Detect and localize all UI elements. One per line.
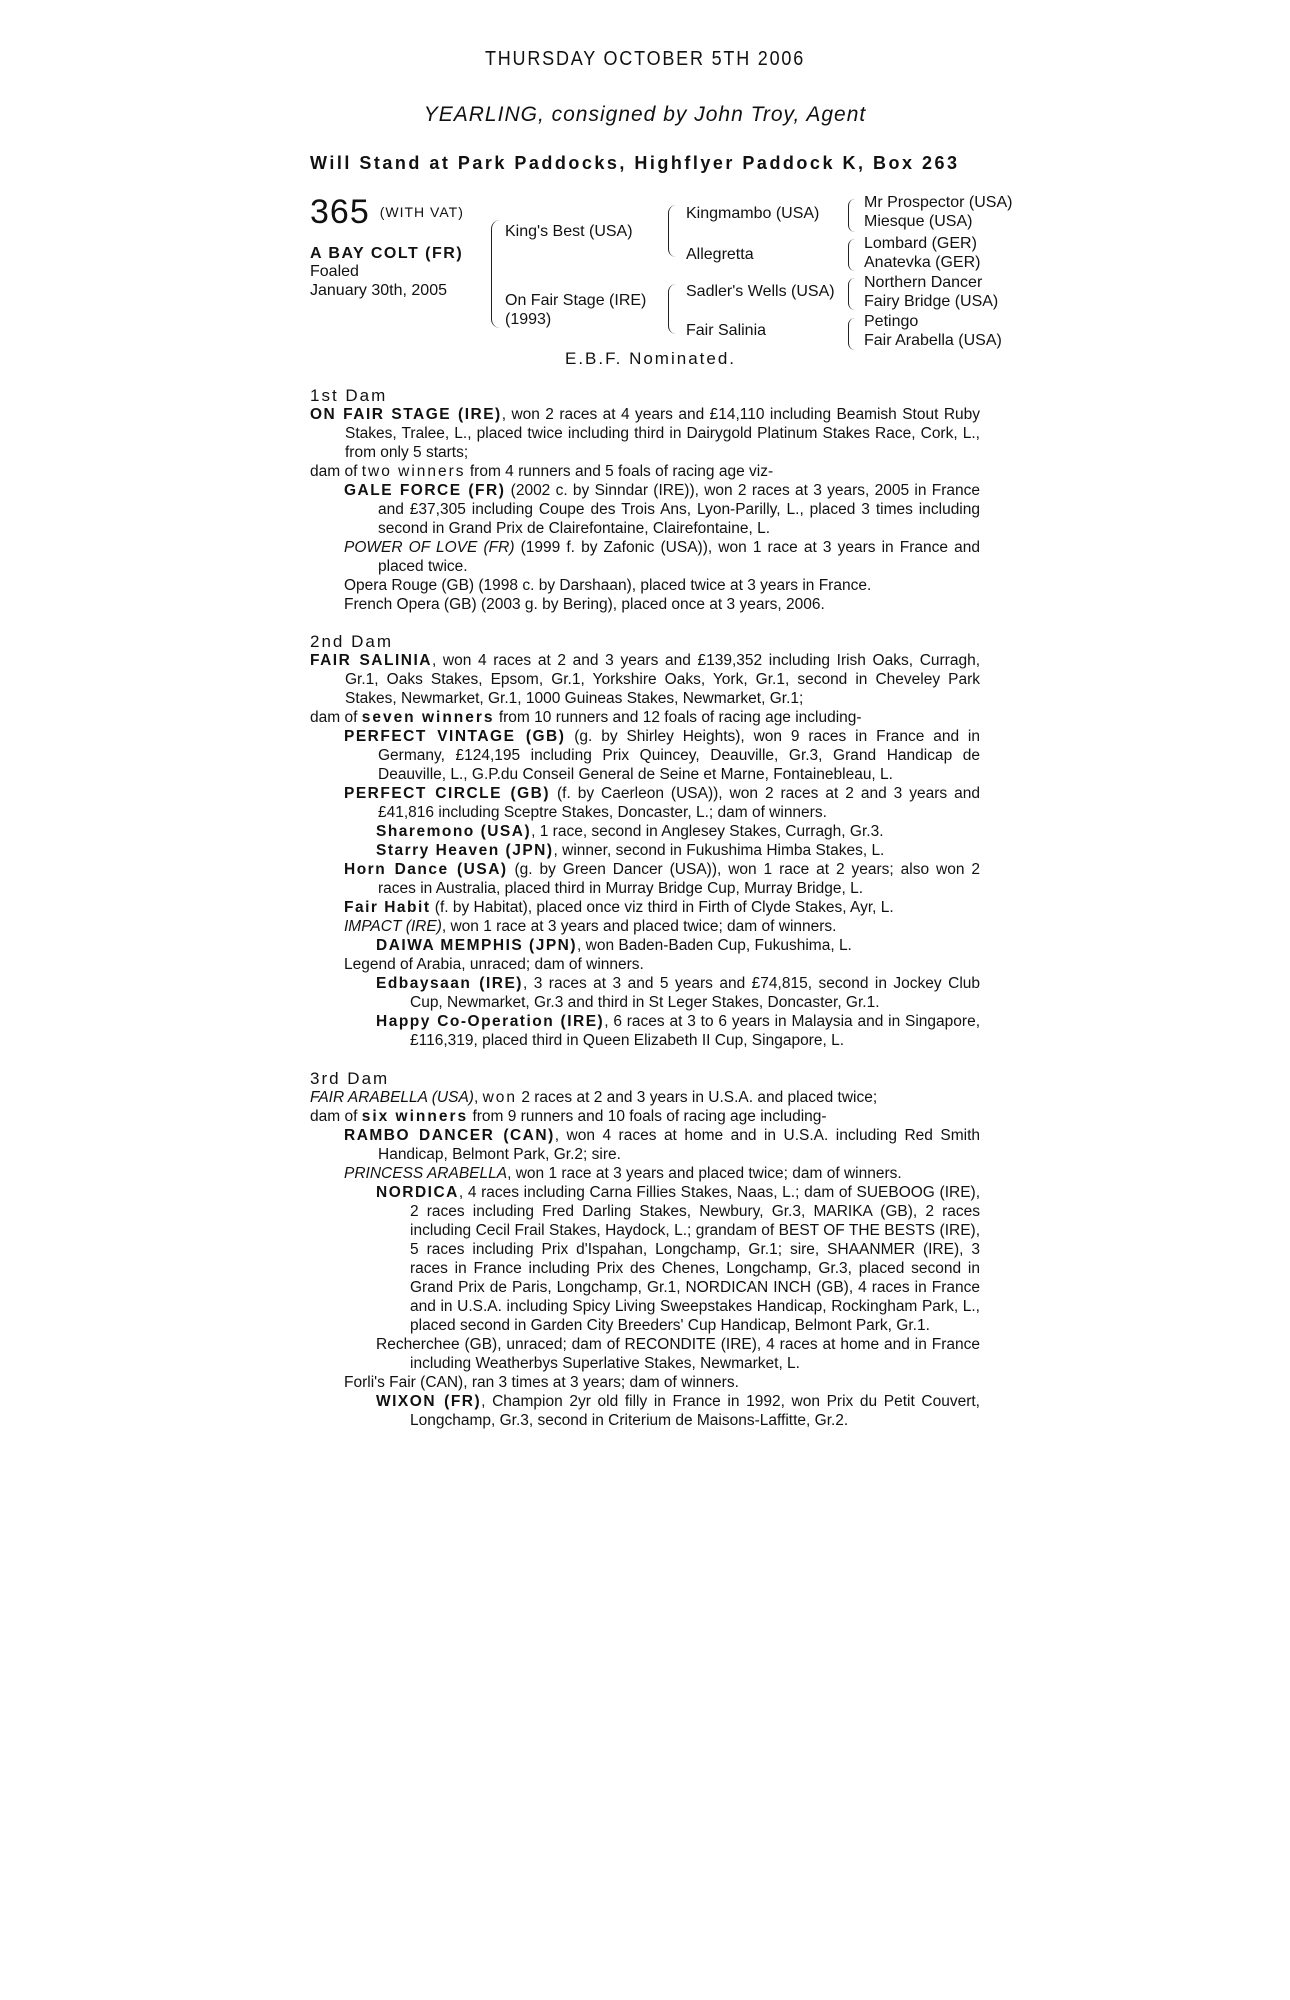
second-dam-p6: Starry Heaven (JPN), winner, second in Fukushima Himba Stakes, L. [376, 842, 885, 859]
third-dam-body [310, 1088, 980, 1430]
consignor-line: YEARLING, consigned by John Troy, Agent [423, 103, 867, 126]
third-dam-p8: WIXON (FR), Champion 2yr old filly in France in 1992, won Prix du Petit Couvert, Longchamp, Gr.3, second in Criterium de Maisons-Laffitte, Gr.2. [376, 1393, 980, 1429]
pedigree-dds: Petingo [864, 313, 919, 330]
vat-note: (WITH VAT) [379, 204, 464, 220]
lot-description: A BAY COLT (FR) [310, 245, 464, 262]
third-dam-heading: 3rd Dam [310, 1069, 390, 1088]
pedigree-sss: Mr Prospector (USA) [864, 194, 1013, 211]
first-dam-body [310, 405, 980, 614]
pedigree-brace-dam [668, 284, 676, 334]
second-dam-p5: Sharemono (USA), 1 race, second in Anglesey Stakes, Curragh, Gr.3. [376, 823, 884, 840]
ebf-nominated: E.B.F. Nominated. [565, 349, 737, 368]
pedigree-sire: King's Best (USA) [505, 223, 633, 240]
first-dam-p6: French Opera (GB) (2003 g. by Bering), placed once at 3 years, 2006. [344, 596, 825, 613]
third-dam-p1: FAIR ARABELLA (USA), won 2 races at 2 and 3 years in U.S.A. and placed twice; [310, 1089, 878, 1106]
pedigree-sd: Allegretta [686, 246, 754, 263]
third-dam-p7: Forli's Fair (CAN), ran 3 times at 3 years; dam of winners. [344, 1374, 739, 1391]
pedigree-brace-ds [848, 278, 855, 310]
first-dam-p1: ON FAIR STAGE (IRE), won 2 races at 4 years and £14,110 including Beamish Stout Ruby Stakes, Tralee, L., placed twice including third in Dairygold Platinum Stakes Race, Cork, L., from only 5 starts; [310, 406, 980, 461]
pedigree-ss: Kingmambo (USA) [686, 205, 820, 222]
pedigree-sdd: Anatevka (GER) [864, 254, 981, 271]
pedigree-brace-main [491, 220, 500, 328]
lot-number-value: 365 [310, 193, 370, 231]
first-dam-heading: 1st Dam [310, 386, 388, 405]
pedigree-brace-sd [848, 239, 855, 271]
pedigree-brace-dd [848, 318, 855, 350]
third-dam-p4: PRINCESS ARABELLA, won 1 race at 3 years and placed twice; dam of winners. [344, 1165, 902, 1182]
pedigree-ds: Sadler's Wells (USA) [686, 283, 835, 300]
pedigree-dam: On Fair Stage (IRE) [505, 292, 647, 309]
second-dam-heading: 2nd Dam [310, 632, 393, 651]
foaled-date: January 30th, 2005 [310, 282, 447, 299]
stand-location: Will Stand at Park Paddocks, Highflyer Paddock K, Box 263 [310, 153, 960, 173]
pedigree-dam-year: (1993) [505, 311, 552, 328]
sale-date: THURSDAY OCTOBER 5TH 2006 [484, 48, 806, 70]
third-dam-p5: NORDICA, 4 races including Carna Fillies Stakes, Naas, L.; dam of SUEBOOG (IRE), 2 races including Fred Darling Stakes, Newbury, Gr.3, MARIKA (GB), 2 races including Cecil Frail Stakes, Haydock, L.; grandam of BEST OF THE BESTS (IRE), 5 races including Prix d'Ispahan, Longchamp, Gr.1; sire, SHAANMER (IRE), 3 races in France including Prix des Chenes, Longchamp, Gr.3, placed second in Grand Prix de Paris, Longchamp, Gr.1, NORDICAN INCH (GB), 4 races in France and in U.S.A. including Spicy Living Sweepstakes Handicap, Rockingham Park, L., placed second in Garden City Breeders' Cup Handicap, Belmont Park, Gr.1. [376, 1184, 980, 1334]
second-dam-p3: PERFECT VINTAGE (GB) (g. by Shirley Heights), won 9 races in France and in Germany, £124,195 including Prix Quincey, Deauville, Gr.3, Grand Handicap de Deauville, L., G.P.du Conseil General de Seine et Marne, Fontainebleau, L. [344, 728, 980, 783]
third-dam-p2: dam of six winners from 9 runners and 10 foals of racing age including- [310, 1108, 827, 1125]
third-dam-p6: Recherchee (GB), unraced; dam of RECONDITE (IRE), 4 races at home and in France including Weatherbys Superlative Stakes, Newmarket, L. [376, 1336, 980, 1372]
second-dam-p4: PERFECT CIRCLE (GB) (f. by Caerleon (USA)), won 2 races at 2 and 3 years and £41,816 including Sceptre Stakes, Doncaster, L.; dam of winners. [344, 785, 980, 821]
second-dam-p13: Happy Co-Operation (IRE), 6 races at 3 to 6 years in Malaysia and in Singapore, £116,319, placed third in Queen Elizabeth II Cup, Singapore, L. [376, 1013, 981, 1049]
second-dam-p1: FAIR SALINIA, won 4 races at 2 and 3 years and £139,352 including Irish Oaks, Curragh, Gr.1, Oaks Stakes, Epsom, Gr.1, Yorkshire Oaks, York, Gr.1, second in Cheveley Park Stakes, Newmarket, Gr.1, 1000 Guineas Stakes, Newmarket, Gr.1; [310, 652, 980, 707]
pedigree-brace-sire [668, 205, 676, 257]
pedigree-ssd: Miesque (USA) [864, 213, 973, 230]
third-dam-p3: RAMBO DANCER (CAN), won 4 races at home and in U.S.A. including Red Smith Handicap, Belmont Park, Gr.2; sire. [344, 1127, 980, 1163]
pedigree-dsd: Fairy Bridge (USA) [864, 293, 999, 310]
second-dam-p8: Fair Habit (f. by Habitat), placed once viz third in Firth of Clyde Stakes, Ayr, L. [344, 899, 894, 916]
first-dam-p5: Opera Rouge (GB) (1998 c. by Darshaan), placed twice at 3 years in France. [344, 577, 872, 594]
second-dam-body [310, 651, 980, 1050]
first-dam-p4: POWER OF LOVE (FR) (1999 f. by Zafonic (USA)), won 1 race at 3 years in France and placed twice. [344, 539, 980, 575]
second-dam-p10: DAIWA MEMPHIS (JPN), won Baden-Baden Cup, Fukushima, L. [376, 937, 852, 954]
foaled-label: Foaled [310, 263, 359, 280]
second-dam-p2: dam of seven winners from 10 runners and 12 foals of racing age including- [310, 709, 862, 726]
lot-number [310, 193, 464, 232]
pedigree-brace-ss [848, 199, 855, 232]
second-dam-p7: Horn Dance (USA) (g. by Green Dancer (USA)), won 1 race at 2 years; also won 2 races in Australia, placed third in Murray Bridge Cup, Murray Bridge, L. [344, 861, 980, 897]
first-dam-p3: GALE FORCE (FR) (2002 c. by Sinndar (IRE)), won 2 races at 3 years, 2005 in France and £37,305 including Coupe des Trois Ans, Lyon-Parilly, L., placed 3 times including second in Grand Prix de Clairefontaine, Clairefontaine, L. [344, 482, 981, 537]
pedigree-dd: Fair Salinia [686, 322, 767, 339]
foaled-info [310, 262, 447, 300]
pedigree-ddd: Fair Arabella (USA) [864, 332, 1002, 349]
second-dam-p11: Legend of Arabia, unraced; dam of winners. [344, 956, 644, 973]
pedigree-sds: Lombard (GER) [864, 235, 977, 252]
pedigree-dss: Northern Dancer [864, 274, 983, 291]
second-dam-p12: Edbaysaan (IRE), 3 races at 3 and 5 years and £74,815, second in Jockey Club Cup, Newmarket, Gr.3 and third in St Leger Stakes, Doncaster, Gr.1. [376, 975, 981, 1011]
first-dam-p2: dam of two winners from 4 runners and 5 foals of racing age viz- [310, 463, 774, 480]
second-dam-p9: IMPACT (IRE), won 1 race at 3 years and placed twice; dam of winners. [344, 918, 837, 935]
